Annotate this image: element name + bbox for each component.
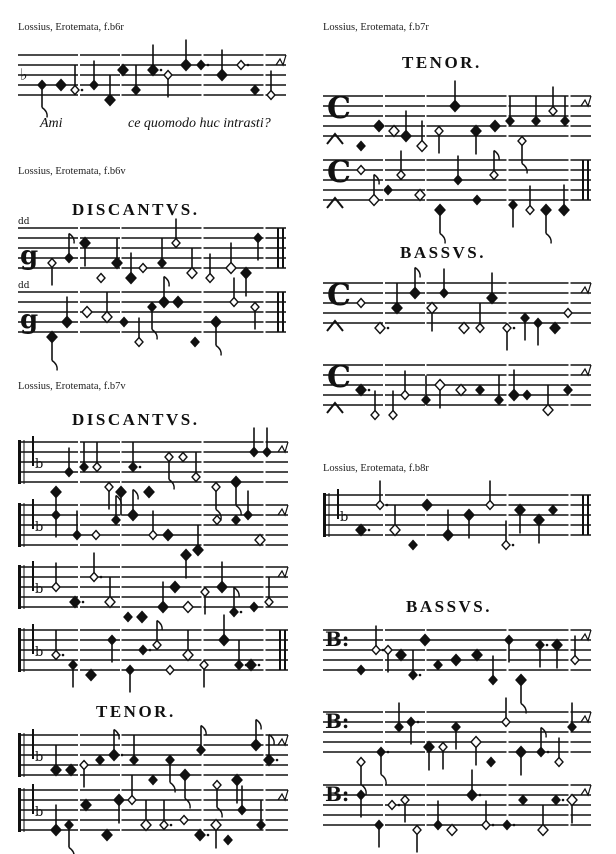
caption-b7v: Lossius, Erotemata, f.b7v [18, 381, 126, 392]
staff-bassus-b8r-2 [323, 696, 601, 776]
staff-discantus-b7v-4 [18, 614, 298, 694]
svg-text:B:: B: [325, 782, 350, 806]
caption-b8r: Lossius, Erotemata, f.b8r [323, 463, 429, 474]
svg-text:b: b [35, 582, 44, 597]
svg-text:C: C [327, 360, 351, 395]
svg-text:dd: dd [18, 281, 30, 291]
staff-bassus-b7r-1 [323, 267, 601, 347]
staff-tenor-b7r-2 [323, 144, 601, 224]
staff-b8r-1 [323, 479, 601, 559]
title-tenor-b7r: TENOR. [402, 53, 482, 72]
caption-b6r: Lossius, Erotemata, f.b6r [18, 22, 124, 33]
svg-text:B:: B: [325, 709, 350, 733]
svg-text:C: C [327, 155, 351, 190]
svg-text:b: b [340, 510, 349, 525]
title-bassus-b8r: BASSVS. [406, 597, 493, 616]
staff-tenor-b7v-2 [18, 774, 298, 854]
staff-bassus-b8r-1 [323, 614, 601, 694]
title-bassus-b7r: BASSVS. [400, 243, 487, 262]
caption-b7r: Lossius, Erotemata, f.b7r [323, 22, 429, 33]
staff-b6r [18, 39, 296, 119]
svg-text:dd: dd [18, 217, 30, 227]
svg-text:b: b [35, 750, 44, 765]
title-tenor-b7v: TENOR. [96, 702, 176, 721]
svg-text:b: b [35, 520, 44, 535]
svg-text:C: C [327, 278, 351, 313]
lyric-word-amice: Ami [40, 116, 63, 131]
svg-text:b: b [35, 645, 44, 660]
title-discantus-b7v: DISCANTVS. [72, 410, 200, 429]
caption-b6v: Lossius, Erotemata, f.b6v [18, 166, 126, 177]
svg-text:g: g [20, 241, 39, 271]
svg-text:B:: B: [325, 627, 350, 651]
svg-text:C: C [327, 91, 351, 126]
staff-bassus-b7r-2 [323, 349, 601, 429]
title-discantus-b6v: DISCANTVS. [72, 200, 200, 219]
svg-text:g: g [20, 305, 39, 335]
svg-text:b: b [35, 457, 44, 472]
lyric-phrase: ce quomodo huc intrasti? [128, 116, 271, 131]
svg-text:b: b [35, 805, 44, 820]
svg-text:♭: ♭ [20, 65, 28, 84]
staff-bassus-b8r-3 [323, 769, 601, 849]
staff-discantus-b6v-2 [18, 276, 296, 356]
